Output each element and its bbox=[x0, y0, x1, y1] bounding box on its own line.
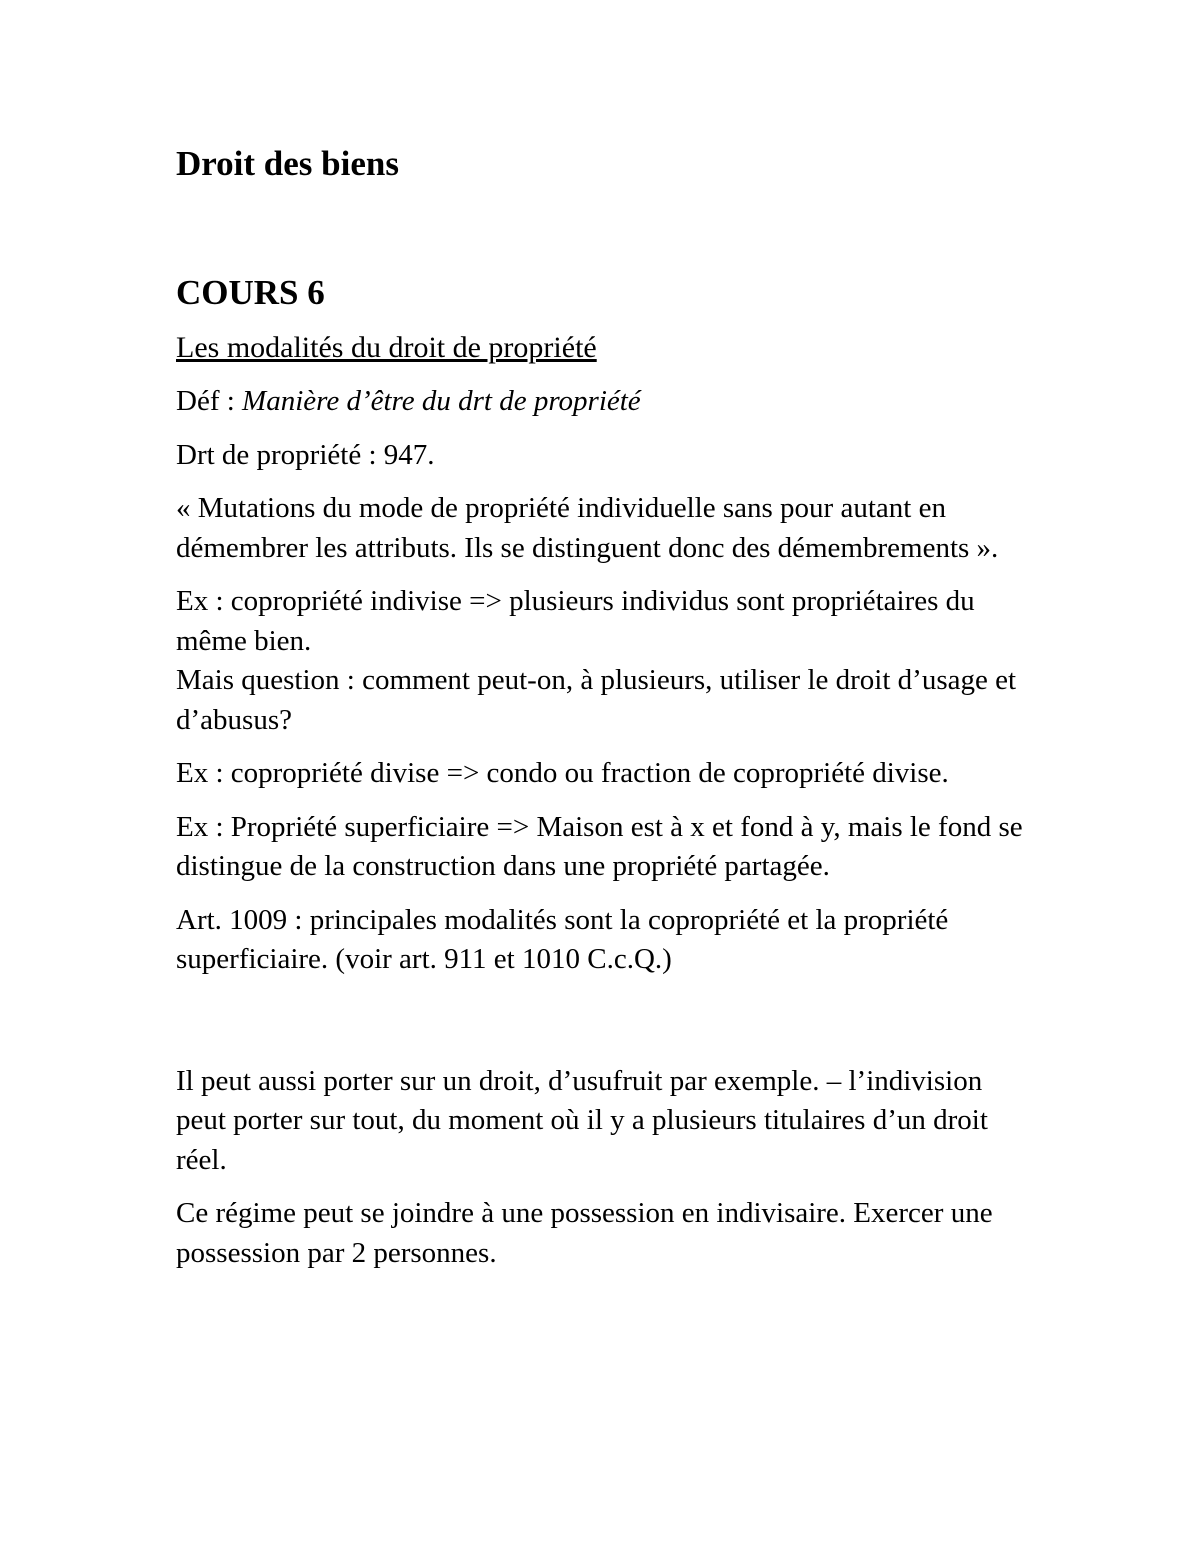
drt-reference-paragraph: Drt de propriété : 947. bbox=[176, 438, 435, 471]
example-indivise-paragraph bbox=[176, 582, 1036, 740]
regime-paragraph: Ce régime peut se joindre à une possession en indivisaire. Exercer une possession par 2 personnes. bbox=[176, 1197, 993, 1269]
definition-paragraph bbox=[176, 382, 1036, 422]
example-superficiaire-paragraph: Ex : Propriété superficiaire => Maison est à x et fond à y, mais le fond se distingue de la construction dans une propriété partagée. bbox=[176, 810, 1023, 882]
quote-paragraph: « Mutations du mode de propriété individuelle sans pour autant en démembrer les attributs. Ils se distinguent donc des démembrements ». bbox=[176, 492, 999, 564]
example-divise-paragraph: Ex : copropriété divise => condo ou fraction de copropriété divise. bbox=[176, 757, 949, 789]
example-indivise-line: Ex : copropriété indivise => plusieurs individus sont propriétaires du même bien. bbox=[176, 585, 975, 657]
article-paragraph: Art. 1009 : principales modalités sont la copropriété et la propriété superficiaire. (voir art. 911 et 1010 C.c.Q.) bbox=[176, 903, 949, 975]
droit-paragraph: Il peut aussi porter sur un droit, d’usufruit par exemple. – l’indivision peut porter sur tout, du moment où il y a plusieurs titulaires d’un droit réel. bbox=[176, 1064, 988, 1176]
course-heading: COURS 6 bbox=[176, 273, 325, 312]
question-line: Mais question : comment peut-on, à plusieurs, utiliser le droit d’usage et d’abusus? bbox=[176, 664, 1017, 736]
document-title: Droit des biens bbox=[176, 144, 399, 183]
definition-label: Déf : bbox=[176, 385, 243, 417]
section-title: Les modalités du droit de propriété bbox=[176, 331, 597, 364]
document-body bbox=[176, 140, 1036, 1273]
definition-text: Manière d’être du drt de propriété bbox=[242, 385, 641, 417]
